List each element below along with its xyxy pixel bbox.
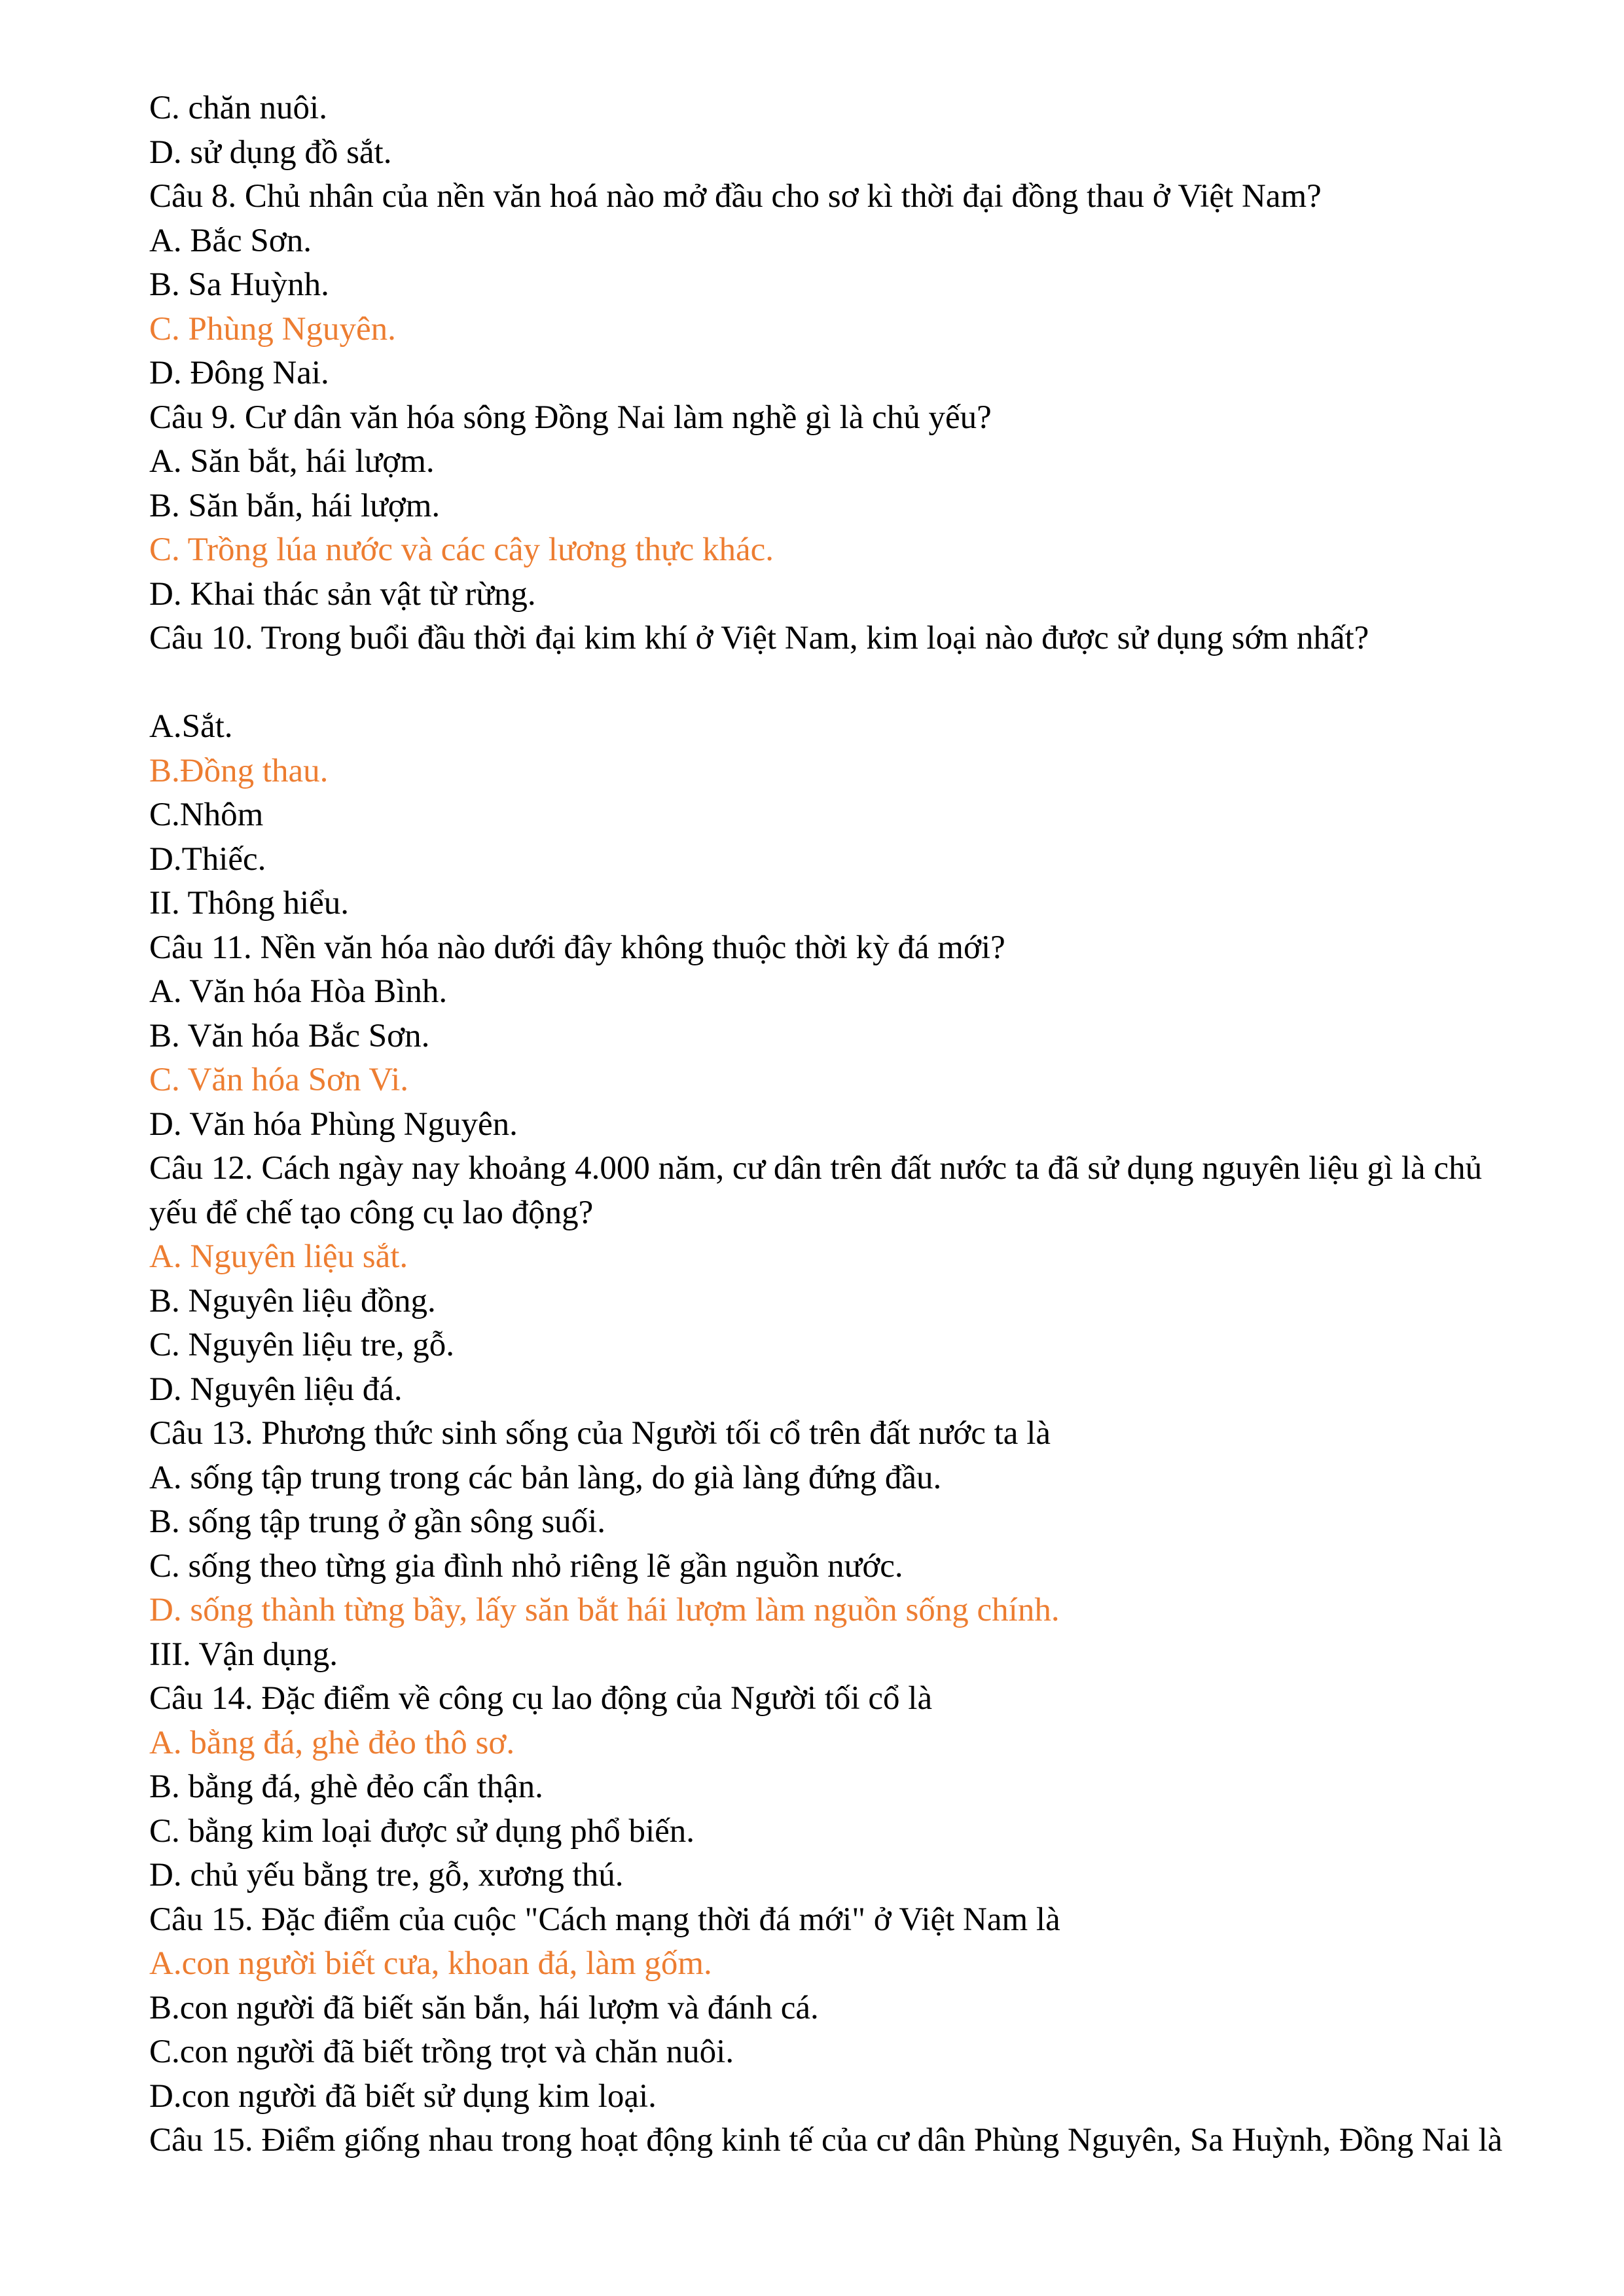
option-b-q14: B. bằng đá, ghè đẻo cẩn thận.: [149, 1768, 543, 1805]
option-b-q12: B. Nguyên liệu đồng.: [149, 1282, 436, 1319]
option-d-q12: D. Nguyên liệu đá.: [149, 1371, 403, 1408]
option-b-q11: B. Văn hóa Bắc Sơn.: [149, 1017, 430, 1054]
option-a-q9: A. Săn bắt, hái lượm.: [149, 443, 435, 480]
document-body: [149, 86, 1511, 2207]
correct-answer-q10: B.Đồng thau.: [149, 752, 329, 789]
option-d-q7: D. sử dụng đồ sắt.: [149, 134, 392, 171]
question-15: Câu 15. Đặc điểm của cuộc "Cách mạng thời đá mới" ở Việt Nam là: [149, 1901, 1060, 1938]
correct-answer-q8: C. Phùng Nguyên.: [149, 310, 396, 348]
correct-answer-q15: A.con người biết cưa, khoan đá, làm gốm.: [149, 1945, 712, 1982]
option-d-q8: D. Đông Nai.: [149, 355, 329, 391]
correct-answer-q12: A. Nguyên liệu sắt.: [149, 1238, 408, 1275]
option-c-q12: C. Nguyên liệu tre, gỗ.: [149, 1327, 454, 1363]
option-c-q10: C.Nhôm: [149, 797, 264, 833]
option-a-q8: A. Bắc Sơn.: [149, 222, 312, 259]
correct-answer-q14: A. bằng đá, ghè đẻo thô sơ.: [149, 1724, 515, 1761]
option-d-q9: D. Khai thác sản vật từ rừng.: [149, 575, 536, 613]
question-11: Câu 11. Nền văn hóa nào dưới đây không thuộc thời kỳ đá mới?: [149, 929, 1005, 966]
question-12: Câu 12. Cách ngày nay khoảng 4.000 năm, cư dân trên đất nước ta đã sử dụng nguyên liệu gì là chủ yếu để chế tạo công cụ lao động?: [149, 1150, 1483, 1231]
section-heading-comprehension: II. Thông hiểu.: [149, 885, 350, 922]
option-c-q14: C. bằng kim loại được sử dụng phổ biến.: [149, 1812, 695, 1850]
question-8: Câu 8. Chủ nhân của nền văn hoá nào mở đầu cho sơ kì thời đại đồng thau ở Việt Nam?: [149, 178, 1322, 215]
correct-answer-q9: C. Trồng lúa nước và các cây lương thực khác.: [149, 531, 774, 568]
option-b-q13: B. sống tập trung ở gần sông suối.: [149, 1503, 606, 1540]
option-b-q9: B. Săn bắn, hái lượm.: [149, 487, 441, 524]
option-d-q14: D. chủ yếu bằng tre, gỗ, xương thú.: [149, 1857, 624, 1893]
correct-answer-q13: D. sống thành từng bầy, lấy săn bắt hái lượm làm nguồn sống chính.: [149, 1592, 1060, 1628]
question-15-second: Câu 15. Điểm giống nhau trong hoạt động kinh tế của cư dân Phùng Nguyên, Sa Huỳnh, Đồng Nai là: [149, 2122, 1503, 2159]
option-b-q8: B. Sa Huỳnh.: [149, 266, 329, 303]
question-10: Câu 10. Trong buổi đầu thời đại kim khí ở Việt Nam, kim loại nào được sử dụng sớm nhất?: [149, 620, 1369, 656]
option-a-q13: A. sống tập trung trong các bản làng, do già làng đứng đầu.: [149, 1459, 942, 1496]
option-d-q10: D.Thiếc.: [149, 840, 266, 878]
option-d-q11: D. Văn hóa Phùng Nguyên.: [149, 1105, 518, 1143]
option-c-q7: C. chăn nuôi.: [149, 90, 327, 126]
option-b-q15: B.con người đã biết săn bắn, hái lượm và đánh cá.: [149, 1989, 819, 2026]
question-9: Câu 9. Cư dân văn hóa sông Đồng Nai làm nghề gì là chủ yếu?: [149, 399, 992, 436]
option-c-q13: C. sống theo từng gia đình nhỏ riêng lẽ gần nguồn nước.: [149, 1547, 903, 1585]
option-d-q15: D.con người đã biết sử dụng kim loại.: [149, 2077, 657, 2115]
option-a-q10: A.Sắt.: [149, 708, 233, 745]
option-a-q11: A. Văn hóa Hòa Bình.: [149, 973, 448, 1010]
correct-answer-q11: C. Văn hóa Sơn Vi.: [149, 1062, 409, 1098]
question-13: Câu 13. Phương thức sinh sống của Người tối cổ trên đất nước ta là: [149, 1415, 1051, 1452]
question-14: Câu 14. Đặc điểm về công cụ lao động của Người tối cổ là: [149, 1680, 933, 1717]
option-c-q15: C.con người đã biết trồng trọt và chăn nuôi.: [149, 2034, 734, 2070]
section-heading-application: III. Vận dụng.: [149, 1636, 338, 1673]
